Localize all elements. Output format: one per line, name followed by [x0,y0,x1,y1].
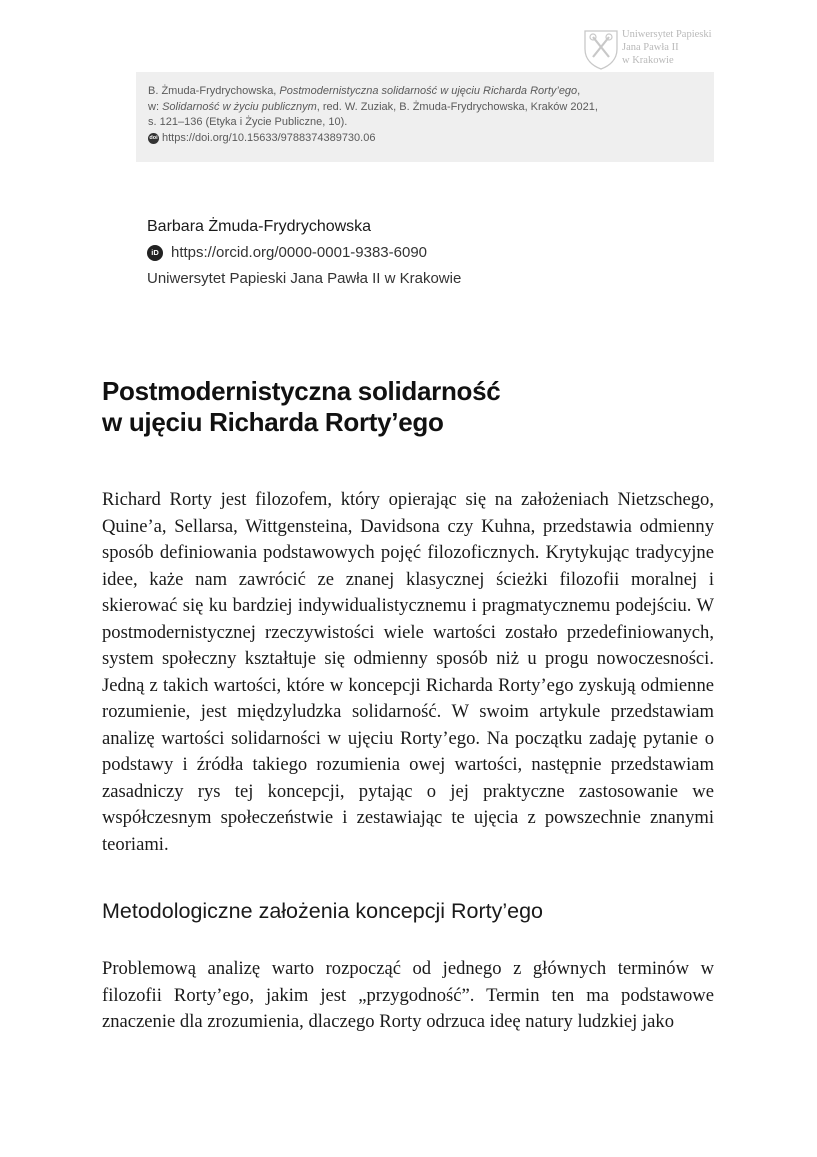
section-heading: Metodologiczne założenia koncepcji Rorty’ego [102,899,544,923]
author-affiliation: Uniwersytet Papieski Jana Pawła II w Krakowie [147,270,462,287]
doi-link[interactable]: https://doi.org/10.15633/9788374389730.06 [162,131,376,144]
citation-author: B. Żmuda-Frydrychowska, [148,85,280,97]
logo-line: Uniwersytet Papieski [622,29,712,40]
abstract-paragraph: Richard Rorty jest filozofem, który opierając się na założeniach Nietzschego, Quine’a, Sellarsa, Wittgensteina, Davidsona czy Kuhna, przedstawia odmienny sposób definiowania podstawowych pojęć filozoficznych. Krytykując tradycyjne idee, każe nam zawrócić ze znanej klasycznej ścieżki filozofii moralnej i skierować się ku bardziej indywidualistycznemu i pragmatycznemu podejściu. W postmodernistycznej rzeczywistości wiele wartości zostało przedefiniowanych, system społeczny kształtuje się odmienny sposób niż u progu nowoczesności. Jedną z takich wartości, które w koncepcji Richarda Rorty’ego zyskują odmienne rozumienie, jest międzyludzka solidarność. W swoim artykule przedstawiam analizę wartości solidarności w ujęciu Rorty’ego. Na początku zadaję pytanie o podstawy i źródła takiego rozumienia owej wartości, następnie przedstawiam zasadniczy rys tej koncepcji, pytając o jej praktyczne zastosowanie we współczesnym społeczeństwie i zestawiając te ujęcia z powszechnie znanymi teoriami. [102,489,714,855]
doi-row [148,131,702,147]
article-title-line-1: Postmodernistyczna solidarność [102,376,501,406]
logo-line: w Krakowie [622,55,674,66]
university-logo [581,27,731,71]
doi-icon: doi [148,133,159,144]
citation-in: w: [148,100,163,113]
citation-line-2 [148,100,702,116]
orcid-row [147,244,427,261]
article-title-line-2: w ujęciu Richarda Rorty’ego [102,407,444,437]
crest-icon [581,27,621,71]
logo-line: Jana Pawła II [622,42,679,53]
orcid-link[interactable]: https://orcid.org/0000-0001-9383-6090 [171,244,428,261]
citation-book-title: Solidarność w życiu publicznym [162,100,317,113]
citation-box [136,72,714,162]
body-paragraph: Problemową analizę warto rozpocząć od jednego z głównych terminów w filozofii Rorty’ego, jakim jest „przygodność”. Termin ten ma podstawowe znaczenie dla zrozumienia, dlaczego Rorty odrzuca ideę natury ludzkiej jako [102,958,714,1032]
citation-article-title: Postmodernistyczna solidarność w ujęciu Richarda Rorty’ego [279,85,578,97]
article-title [102,376,702,438]
citation-line-1 [148,84,702,100]
author-name: Barbara Żmuda-Frydrychowska [147,218,372,235]
citation-separator: , [577,85,581,97]
citation-pages: s. 121–136 (Etyka i Życie Publiczne, 10). [148,116,348,128]
citation-editors: , red. W. Zuziak, B. Żmuda-Frydrychowska, Kraków 2021, [316,100,598,113]
orcid-icon: iD [147,245,163,261]
logo-text [622,28,712,67]
